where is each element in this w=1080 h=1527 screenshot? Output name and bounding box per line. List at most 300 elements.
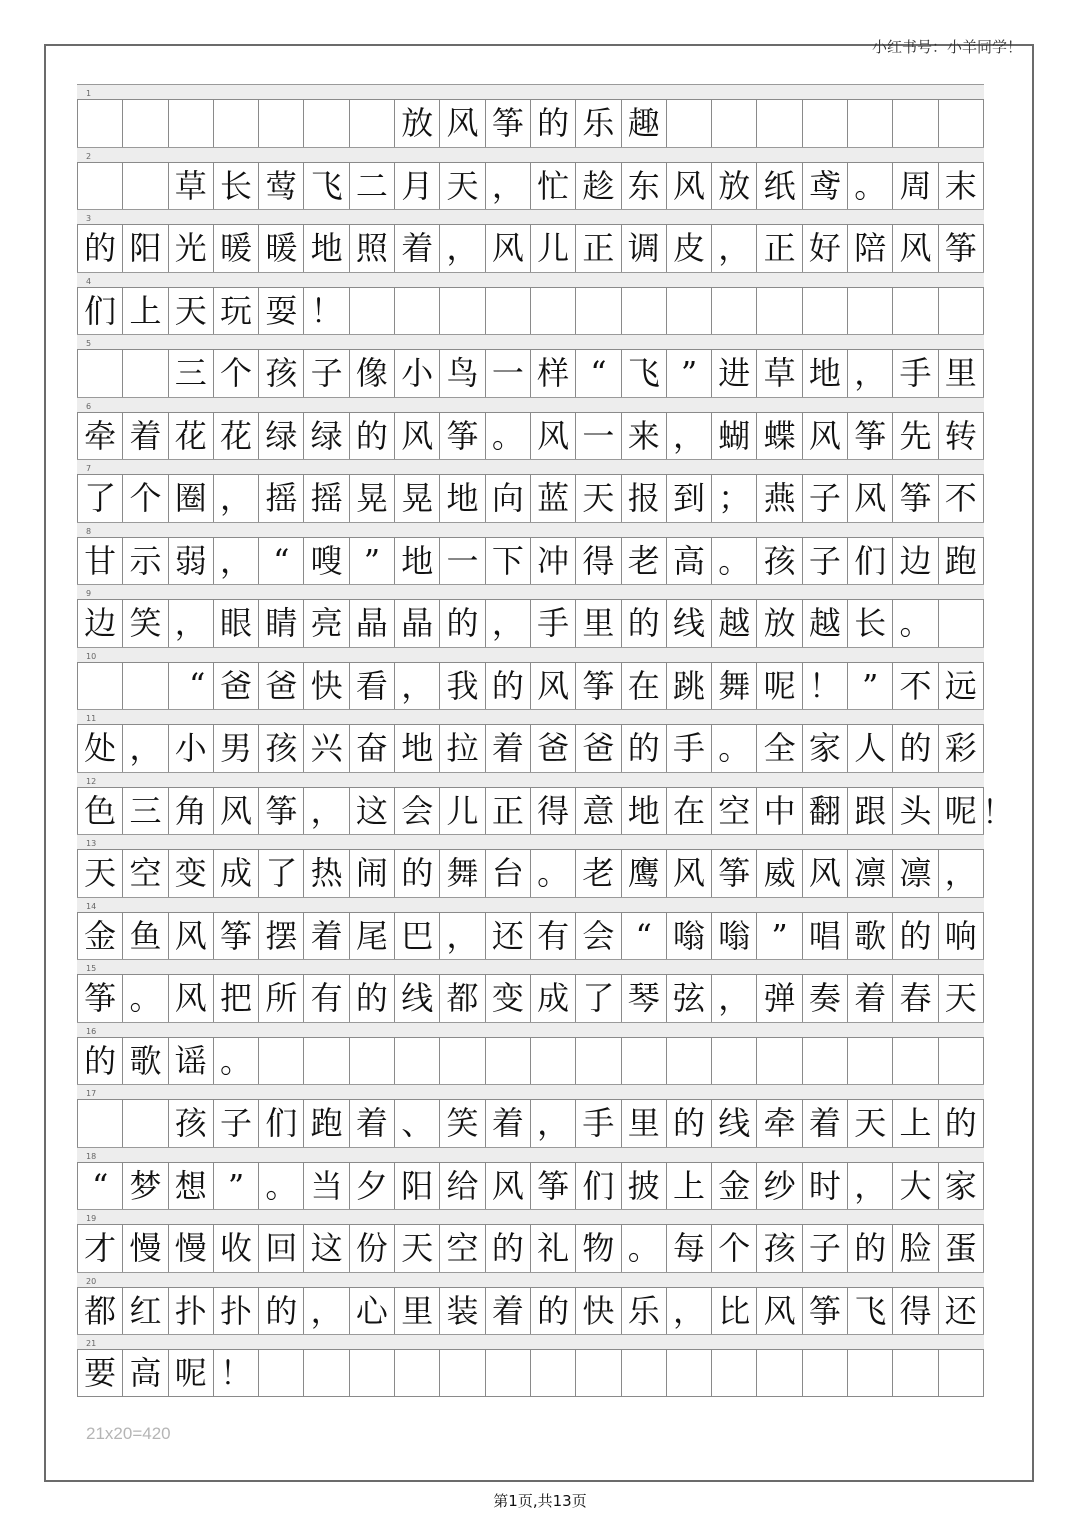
grid-cell: 男 [214, 725, 259, 772]
grid-cell: 长 [214, 163, 259, 210]
grid-cell: 鹰 [622, 850, 667, 897]
grid-cell: 飞 [622, 350, 667, 397]
grid-cell: 。 [712, 725, 757, 772]
grid-cell: 、 [395, 1100, 440, 1147]
grid-cell: 着 [803, 1100, 848, 1147]
grid-cell: 都 [440, 975, 485, 1022]
grid-cell: 披 [622, 1163, 667, 1210]
grid-cell: 蝴 [712, 413, 757, 460]
grid-cell: 会 [395, 788, 440, 835]
grid-row [77, 1209, 984, 1272]
grid-cell: 金 [78, 913, 123, 960]
grid-cell: “ [78, 1163, 123, 1210]
row-number: 4 [86, 276, 92, 286]
grid-cell [848, 1038, 893, 1085]
grid-cell: 的 [893, 725, 938, 772]
grid-cell: 着 [304, 913, 349, 960]
row-spacer [77, 209, 984, 224]
row-cells [77, 224, 984, 272]
grid-cell: 转 [939, 413, 984, 460]
grid-cell: 慢 [169, 1225, 214, 1272]
row-cells [77, 474, 984, 522]
grid-cell [893, 100, 938, 147]
row-number: 5 [86, 339, 92, 348]
grid-cell: ， [304, 788, 349, 835]
row-cells [77, 1224, 984, 1272]
grid-cell: 正 [486, 788, 531, 835]
grid-cell: 孩 [259, 350, 304, 397]
grid-cell [440, 1038, 485, 1085]
grid-cell: 兴 [304, 725, 349, 772]
grid-cell [395, 1038, 440, 1085]
grid-cell: 奏 [803, 975, 848, 1022]
grid-cell: 还 [939, 1288, 984, 1335]
grid-cell: 风 [486, 225, 531, 272]
grid-cell: 不 [939, 475, 984, 522]
grid-cell: 的 [667, 1100, 712, 1147]
grid-cell: 。 [531, 850, 576, 897]
grid-cell: ； [712, 475, 757, 522]
grid-cell: 风 [169, 913, 214, 960]
grid-cell [78, 350, 123, 397]
grid-cell: “ [622, 913, 667, 960]
row-cells [77, 662, 984, 710]
grid-cell: 晃 [395, 475, 440, 522]
row-cells [77, 974, 984, 1022]
grid-cell: ， [440, 225, 485, 272]
grid-cell [893, 288, 938, 335]
row-cells [77, 1287, 984, 1335]
row-cells [77, 787, 984, 835]
row-number: 21 [86, 1339, 97, 1348]
grid-cell: 子 [803, 538, 848, 585]
grid-cell: 孩 [757, 538, 802, 585]
row-spacer [77, 1272, 984, 1287]
grid-cell: 尾 [350, 913, 395, 960]
grid-cell: 进 [712, 350, 757, 397]
grid-cell [259, 100, 304, 147]
grid-cell: 变 [169, 850, 214, 897]
grid-cell: 东 [622, 163, 667, 210]
row-cells [77, 349, 984, 397]
grid-cell: 每 [667, 1225, 712, 1272]
grid-cell: 天 [576, 475, 621, 522]
grid-cell [531, 288, 576, 335]
grid-cell: 纱 [757, 1163, 802, 1210]
grid-cell [440, 1350, 485, 1396]
grid-cell: 子 [304, 350, 349, 397]
grid-cell: 看 [350, 663, 395, 710]
grid-cell: 跑 [939, 538, 984, 585]
grid-cell: 三 [169, 350, 214, 397]
grid-cell: 蓝 [531, 475, 576, 522]
grid-cell: 高 [667, 538, 712, 585]
grid-cell [123, 350, 168, 397]
grid-cell: 子 [803, 1225, 848, 1272]
grid-cell: 笑 [440, 1100, 485, 1147]
grid-cell: ！ [304, 288, 349, 335]
grid-cell: 手 [531, 600, 576, 647]
grid-cell: 不 [893, 663, 938, 710]
grid-cell [757, 1038, 802, 1085]
grid-cell: 给 [440, 1163, 485, 1210]
grid-cell: ， [214, 475, 259, 522]
grid-cell: 个 [712, 1225, 757, 1272]
row-spacer [77, 1334, 984, 1349]
grid-cell: 一 [440, 538, 485, 585]
row-number: 20 [86, 1276, 97, 1286]
grid-cell: ” [667, 350, 712, 397]
grid-cell [486, 1350, 531, 1396]
grid-cell: 样 [531, 350, 576, 397]
grid-cell: 礼 [531, 1225, 576, 1272]
grid-cell: 调 [622, 225, 667, 272]
grid-cell: 威 [757, 850, 802, 897]
grid-cell: 。 [712, 538, 757, 585]
grid-cell: 在 [622, 663, 667, 710]
grid-cell [893, 1038, 938, 1085]
grid-cell [486, 288, 531, 335]
grid-cell: ， [214, 538, 259, 585]
grid-cell: 。 [848, 163, 893, 210]
grid-cell [939, 288, 984, 335]
grid-cell: ， [169, 600, 214, 647]
grid-cell: 皮 [667, 225, 712, 272]
row-number: 6 [86, 401, 92, 411]
grid-cell: 摆 [259, 913, 304, 960]
grid-row [77, 334, 984, 397]
grid-cell: 的 [395, 850, 440, 897]
grid-cell: 燕 [757, 475, 802, 522]
grid-cell [123, 663, 168, 710]
grid-cell: 手 [667, 725, 712, 772]
grid-cell: 筝 [486, 100, 531, 147]
grid-cell: 成 [531, 975, 576, 1022]
row-cells [77, 162, 984, 210]
grid-cell: 飞 [304, 163, 349, 210]
grid-cell: 暖 [259, 225, 304, 272]
grid-cell: 变 [486, 975, 531, 1022]
row-cells [77, 287, 984, 335]
grid-row [77, 397, 984, 460]
grid-cell: 子 [803, 475, 848, 522]
grid-cell [78, 100, 123, 147]
grid-cell: 扑 [169, 1288, 214, 1335]
grid-cell: 风 [667, 850, 712, 897]
grid-cell: 月 [395, 163, 440, 210]
grid-cell: 报 [622, 475, 667, 522]
grid-row [77, 209, 984, 272]
grid-cell: ！ [803, 663, 848, 710]
grid-cell: 甘 [78, 538, 123, 585]
grid-cell: ， [531, 1100, 576, 1147]
grid-cell [440, 288, 485, 335]
grid-cell: 会 [576, 913, 621, 960]
grid-cell: 地 [304, 225, 349, 272]
grid-cell: 了 [259, 850, 304, 897]
grid-cell: ” [214, 1163, 259, 1210]
grid-cell [622, 288, 667, 335]
row-number: 3 [86, 214, 92, 223]
grid-cell: 着 [350, 1100, 395, 1147]
grid-cell: 蛋 [939, 1225, 984, 1272]
grid-cell: 天 [395, 1225, 440, 1272]
grid-row [77, 709, 984, 772]
grid-cell [712, 1038, 757, 1085]
grid-cell: 呢 [169, 1350, 214, 1396]
grid-cell: 。 [214, 1038, 259, 1085]
grid-cell [123, 1100, 168, 1147]
grid-cell: 个 [214, 350, 259, 397]
grid-cell: 儿 [440, 788, 485, 835]
grid-cell [848, 288, 893, 335]
grid-cell [712, 1350, 757, 1396]
grid-cell: 成 [214, 850, 259, 897]
grid-cell [576, 288, 621, 335]
grid-cell: 鸟 [440, 350, 485, 397]
grid-cell: 正 [757, 225, 802, 272]
row-number: 2 [86, 151, 92, 161]
grid-cell: 天 [78, 850, 123, 897]
grid-cell [622, 1038, 667, 1085]
grid-row [77, 459, 984, 522]
leading-quote: “ [189, 666, 206, 705]
grid-cell: 热 [304, 850, 349, 897]
grid-cell: 空 [712, 788, 757, 835]
grid-cell: 呢 [757, 663, 802, 710]
grid-cell: 筝 [440, 413, 485, 460]
grid-cell: 里 [939, 350, 984, 397]
grid-cell [395, 288, 440, 335]
grid-cell: 风 [757, 1288, 802, 1335]
grid-cell: 还 [486, 913, 531, 960]
row-spacer [77, 272, 984, 287]
grid-cell [757, 288, 802, 335]
grid-cell: ， [440, 913, 485, 960]
grid-cell: 筝 [893, 475, 938, 522]
grid-cell: 有 [304, 975, 349, 1022]
grid-cell: 弦 [667, 975, 712, 1022]
grid-cell: 儿 [531, 225, 576, 272]
row-spacer [77, 459, 984, 474]
grid-cell: 莺 [259, 163, 304, 210]
grid-cell: 的 [848, 1225, 893, 1272]
grid-cell: 梦 [123, 1163, 168, 1210]
grid-cell: 二 [350, 163, 395, 210]
grid-cell: 装 [440, 1288, 485, 1335]
grid-cell: 来 [622, 413, 667, 460]
grid-cell: 闹 [350, 850, 395, 897]
grid-cell: 筝 [576, 663, 621, 710]
grid-cell: 末 [939, 163, 984, 210]
grid-cell [667, 1038, 712, 1085]
grid-cell: 跟 [848, 788, 893, 835]
row-spacer [77, 1147, 984, 1162]
grid-cell: 收 [214, 1225, 259, 1272]
row-cells [77, 1162, 984, 1210]
row-spacer [77, 709, 984, 724]
grid-cell: 忙 [531, 163, 576, 210]
row-spacer [77, 147, 984, 162]
grid-cell: 嗖 [304, 538, 349, 585]
grid-cell: 天 [440, 163, 485, 210]
grid-cell: 爸 [259, 663, 304, 710]
row-spacer [77, 647, 984, 662]
row-number: 15 [86, 964, 97, 973]
grid-cell: ， [712, 975, 757, 1022]
grid-row [77, 1022, 984, 1085]
grid-cell: 得 [893, 1288, 938, 1335]
row-cells [77, 849, 984, 897]
grid-cell: 花 [214, 413, 259, 460]
grid-cell: 着 [486, 1288, 531, 1335]
grid-cell: 的 [893, 913, 938, 960]
grid-cell: 阳 [123, 225, 168, 272]
grid-cell: 凛 [893, 850, 938, 897]
grid-cell: 的 [531, 100, 576, 147]
grid-cell: 风 [803, 413, 848, 460]
grid-cell [667, 100, 712, 147]
grid-cell: 把 [214, 975, 259, 1022]
grid-cell: 地 [440, 475, 485, 522]
grid-cell: 越 [712, 600, 757, 647]
grid-cell: 先 [893, 413, 938, 460]
grid-cell [123, 163, 168, 210]
grid-cell: 风 [531, 413, 576, 460]
grid-cell: 筝 [939, 225, 984, 272]
grid-cell [486, 1038, 531, 1085]
row-spacer [77, 772, 984, 787]
grid-cell [757, 100, 802, 147]
grid-row [77, 147, 984, 210]
grid-cell: 当 [304, 1163, 349, 1210]
grid-cell: 一 [576, 413, 621, 460]
grid-cell: 舞 [440, 850, 485, 897]
grid-cell: 的 [939, 1100, 984, 1147]
grid-cell: 们 [78, 288, 123, 335]
grid-cell: 光 [169, 225, 214, 272]
grid-cell: 们 [576, 1163, 621, 1210]
row-number: 10 [86, 651, 97, 661]
grid-cell: 线 [667, 600, 712, 647]
grid-cell: 春 [893, 975, 938, 1022]
grid-cell: 长 [848, 600, 893, 647]
grid-cell: 们 [848, 538, 893, 585]
grid-cell: 放 [757, 600, 802, 647]
grid-cell: ” [757, 913, 802, 960]
grid-cell [259, 1038, 304, 1085]
grid-cell: 风 [803, 850, 848, 897]
grid-cell: 里 [576, 600, 621, 647]
grid-cell: 着 [486, 725, 531, 772]
grid-cell: 像 [350, 350, 395, 397]
grid-cell: 夕 [350, 1163, 395, 1210]
grid-cell [169, 100, 214, 147]
grid-cell: 向 [486, 475, 531, 522]
grid-cell [712, 100, 757, 147]
grid-cell: 筝 [531, 1163, 576, 1210]
grid-row [77, 522, 984, 585]
grid-cell [939, 600, 984, 647]
grid-cell: 慢 [123, 1225, 168, 1272]
grid-cell: 筝 [848, 413, 893, 460]
grid-cell: 孩 [757, 1225, 802, 1272]
grid-cell: 绿 [259, 413, 304, 460]
grid-cell: 家 [803, 725, 848, 772]
grid-cell: 的 [350, 413, 395, 460]
grid-row [77, 272, 984, 335]
grid-cell [757, 1350, 802, 1396]
grid-cell: 风 [169, 975, 214, 1022]
grid-cell: 晶 [395, 600, 440, 647]
grid-cell: 放 [395, 100, 440, 147]
grid-cell: 着 [848, 975, 893, 1022]
grid-cell: 琴 [622, 975, 667, 1022]
grid-cell: 想 [169, 1163, 214, 1210]
grid-cell: 暖 [214, 225, 259, 272]
grid-cell: 人 [848, 725, 893, 772]
grid-cell: 纸 [757, 163, 802, 210]
grid-cell: 筝 [259, 788, 304, 835]
grid-cell: 地 [395, 538, 440, 585]
row-number: 7 [86, 464, 92, 473]
grid-cell [803, 1038, 848, 1085]
grid-cell: 示 [123, 538, 168, 585]
grid-cell: ， [486, 163, 531, 210]
grid-cell [939, 1350, 984, 1396]
grid-cell: 老 [622, 538, 667, 585]
grid-cell: 所 [259, 975, 304, 1022]
grid-row [77, 1084, 984, 1147]
grid-row [77, 1147, 984, 1210]
grid-cell: 台 [486, 850, 531, 897]
grid-cell: 正 [576, 225, 621, 272]
grid-cell: 爸 [531, 725, 576, 772]
grid-cell: 风 [486, 1163, 531, 1210]
grid-cell: 在 [667, 788, 712, 835]
grid-cell: 晃 [350, 475, 395, 522]
row-spacer [77, 1209, 984, 1224]
grid-cell: 跑 [304, 1100, 349, 1147]
grid-cell: 小 [169, 725, 214, 772]
grid-cell: 放 [712, 163, 757, 210]
grid-cell: 才 [78, 1225, 123, 1272]
grid-cell: 跳 [667, 663, 712, 710]
grid-cell: ” [350, 538, 395, 585]
grid-cell [214, 100, 259, 147]
row-spacer [77, 397, 984, 412]
grid-cell: 趣 [622, 100, 667, 147]
grid-cell: 这 [350, 788, 395, 835]
grid-cell: 地 [395, 725, 440, 772]
grid-cell: 着 [486, 1100, 531, 1147]
grid-cell [78, 163, 123, 210]
grid-cell [667, 288, 712, 335]
grid-cell [395, 1350, 440, 1396]
grid-cell: 到 [667, 475, 712, 522]
row-spacer [77, 584, 984, 599]
writing-grid [77, 84, 1015, 1397]
grid-cell: 耍 [259, 288, 304, 335]
grid-cell: 着 [395, 225, 440, 272]
grid-cell: 天 [848, 1100, 893, 1147]
grid-cell: 玩 [214, 288, 259, 335]
grid-cell: 风 [440, 100, 485, 147]
grid-cell: 物 [576, 1225, 621, 1272]
row-number: 11 [86, 714, 97, 723]
grid-cell: 天 [939, 975, 984, 1022]
grid-cell: 了 [78, 475, 123, 522]
